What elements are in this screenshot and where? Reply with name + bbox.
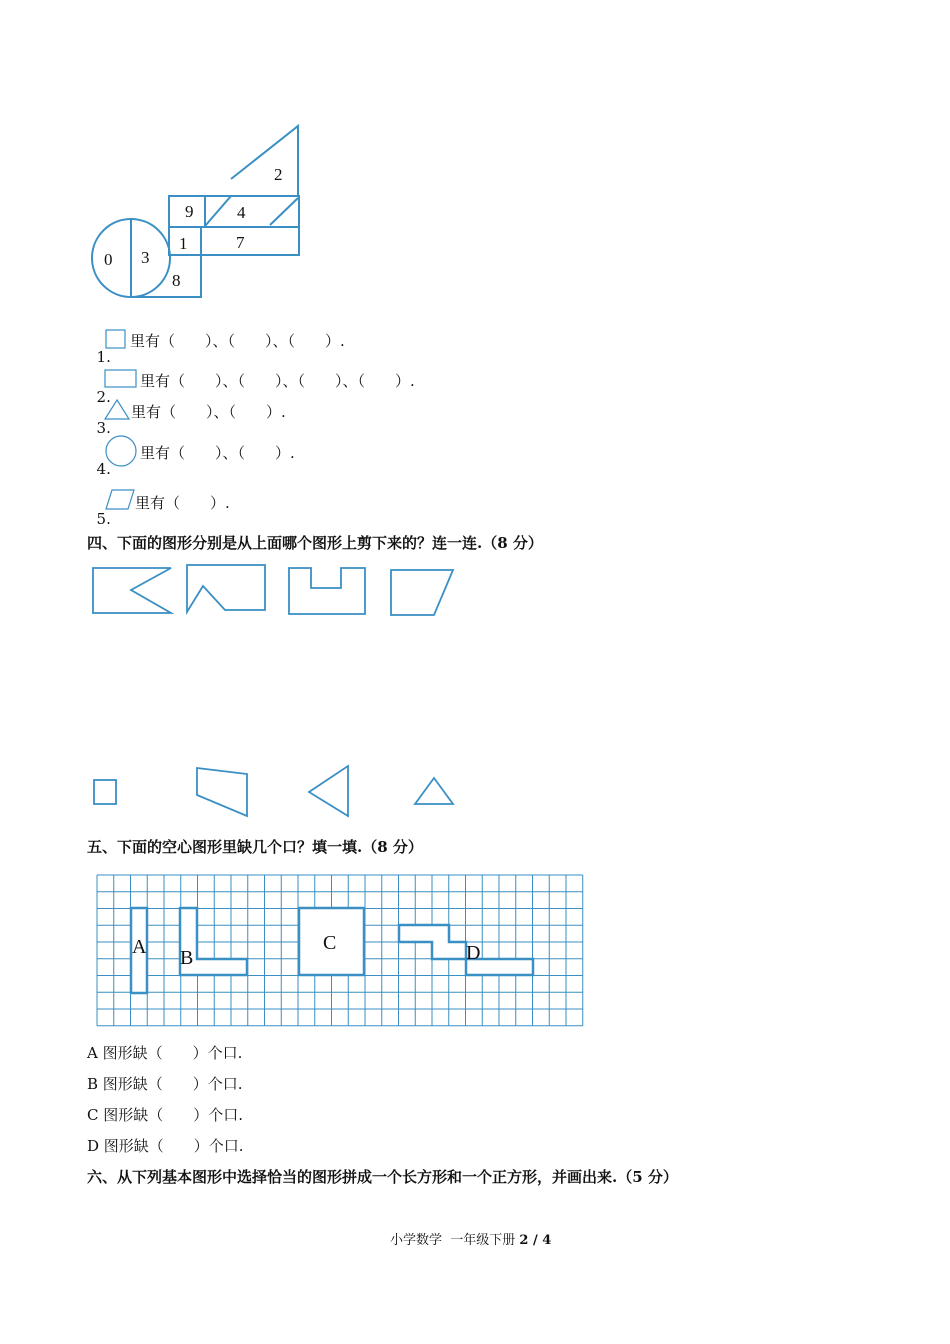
section-4-top-shapes (85, 560, 465, 625)
piece-triangle (415, 778, 453, 804)
triangle-icon (103, 398, 131, 422)
question-number: 2. (96, 388, 111, 406)
figure-number: 2 (274, 165, 283, 184)
shape-trapezoid (391, 570, 453, 615)
circle-icon (104, 434, 138, 468)
figure-number: 4 (237, 203, 246, 222)
question-1-text: 里有（ ）、（ ）、（ ）. (130, 332, 345, 350)
footer-subject: 小学数学 一年级下册 (390, 1233, 520, 1248)
shape-u-notch-rect (289, 568, 365, 614)
section-4-title: 四、下面的图形分别是从上面哪个图形上剪下来的？连一连.（8 分） (87, 534, 543, 552)
shape-v-cut-rect (187, 565, 265, 612)
question-number: 1. (96, 348, 111, 366)
section-5-title: 五、下面的空心图形里缺几个口？填一填.（8 分） (87, 838, 423, 856)
figure-number: 3 (141, 248, 150, 267)
question-4-text: 里有（ ）、（ ）. (140, 444, 295, 462)
parallelogram-icon (104, 488, 136, 512)
figure-number: 0 (104, 250, 113, 269)
page-footer (390, 1229, 551, 1248)
piece-left-triangle (309, 766, 348, 816)
shape-label-b: B (180, 947, 194, 969)
figure-number: 7 (236, 233, 245, 252)
answer-d: D 图形缺（ ）个口. (87, 1137, 244, 1155)
piece-quadrilateral (197, 768, 247, 816)
section-4-bottom-shapes (85, 760, 465, 825)
question-3-text: 里有（ ）、（ ）. (131, 403, 286, 421)
question-2-text: 里有（ ）、（ ）、（ ）、（ ）. (140, 372, 415, 390)
section-5-grid (94, 872, 590, 1032)
page-number: 2 / 4 (519, 1233, 552, 1248)
square-icon (105, 329, 127, 349)
shape-label-d: D (466, 942, 481, 964)
answer-b: B 图形缺（ ）个口. (87, 1075, 243, 1093)
rectangle-icon (104, 369, 138, 389)
figure-number: 1 (179, 234, 188, 253)
question-number: 3. (96, 419, 111, 437)
figure-number: 9 (185, 202, 194, 221)
question-number: 5. (96, 510, 111, 528)
composite-figure (85, 118, 325, 308)
figure-number: 8 (172, 271, 181, 290)
shape-label-a: A (132, 936, 147, 958)
answer-c: C 图形缺（ ）个口. (87, 1106, 244, 1124)
piece-square (94, 780, 116, 804)
section-6-title: 六、从下列基本图形中选择恰当的图形拼成一个长方形和一个正方形，并画出来.（5 分） (87, 1168, 678, 1186)
answer-a: A 图形缺（ ）个口. (87, 1044, 243, 1062)
shape-label-c: C (323, 932, 337, 954)
question-number: 4. (96, 460, 111, 478)
shape-notched-rect (93, 568, 171, 613)
question-5-text: 里有（ ）. (135, 494, 230, 512)
